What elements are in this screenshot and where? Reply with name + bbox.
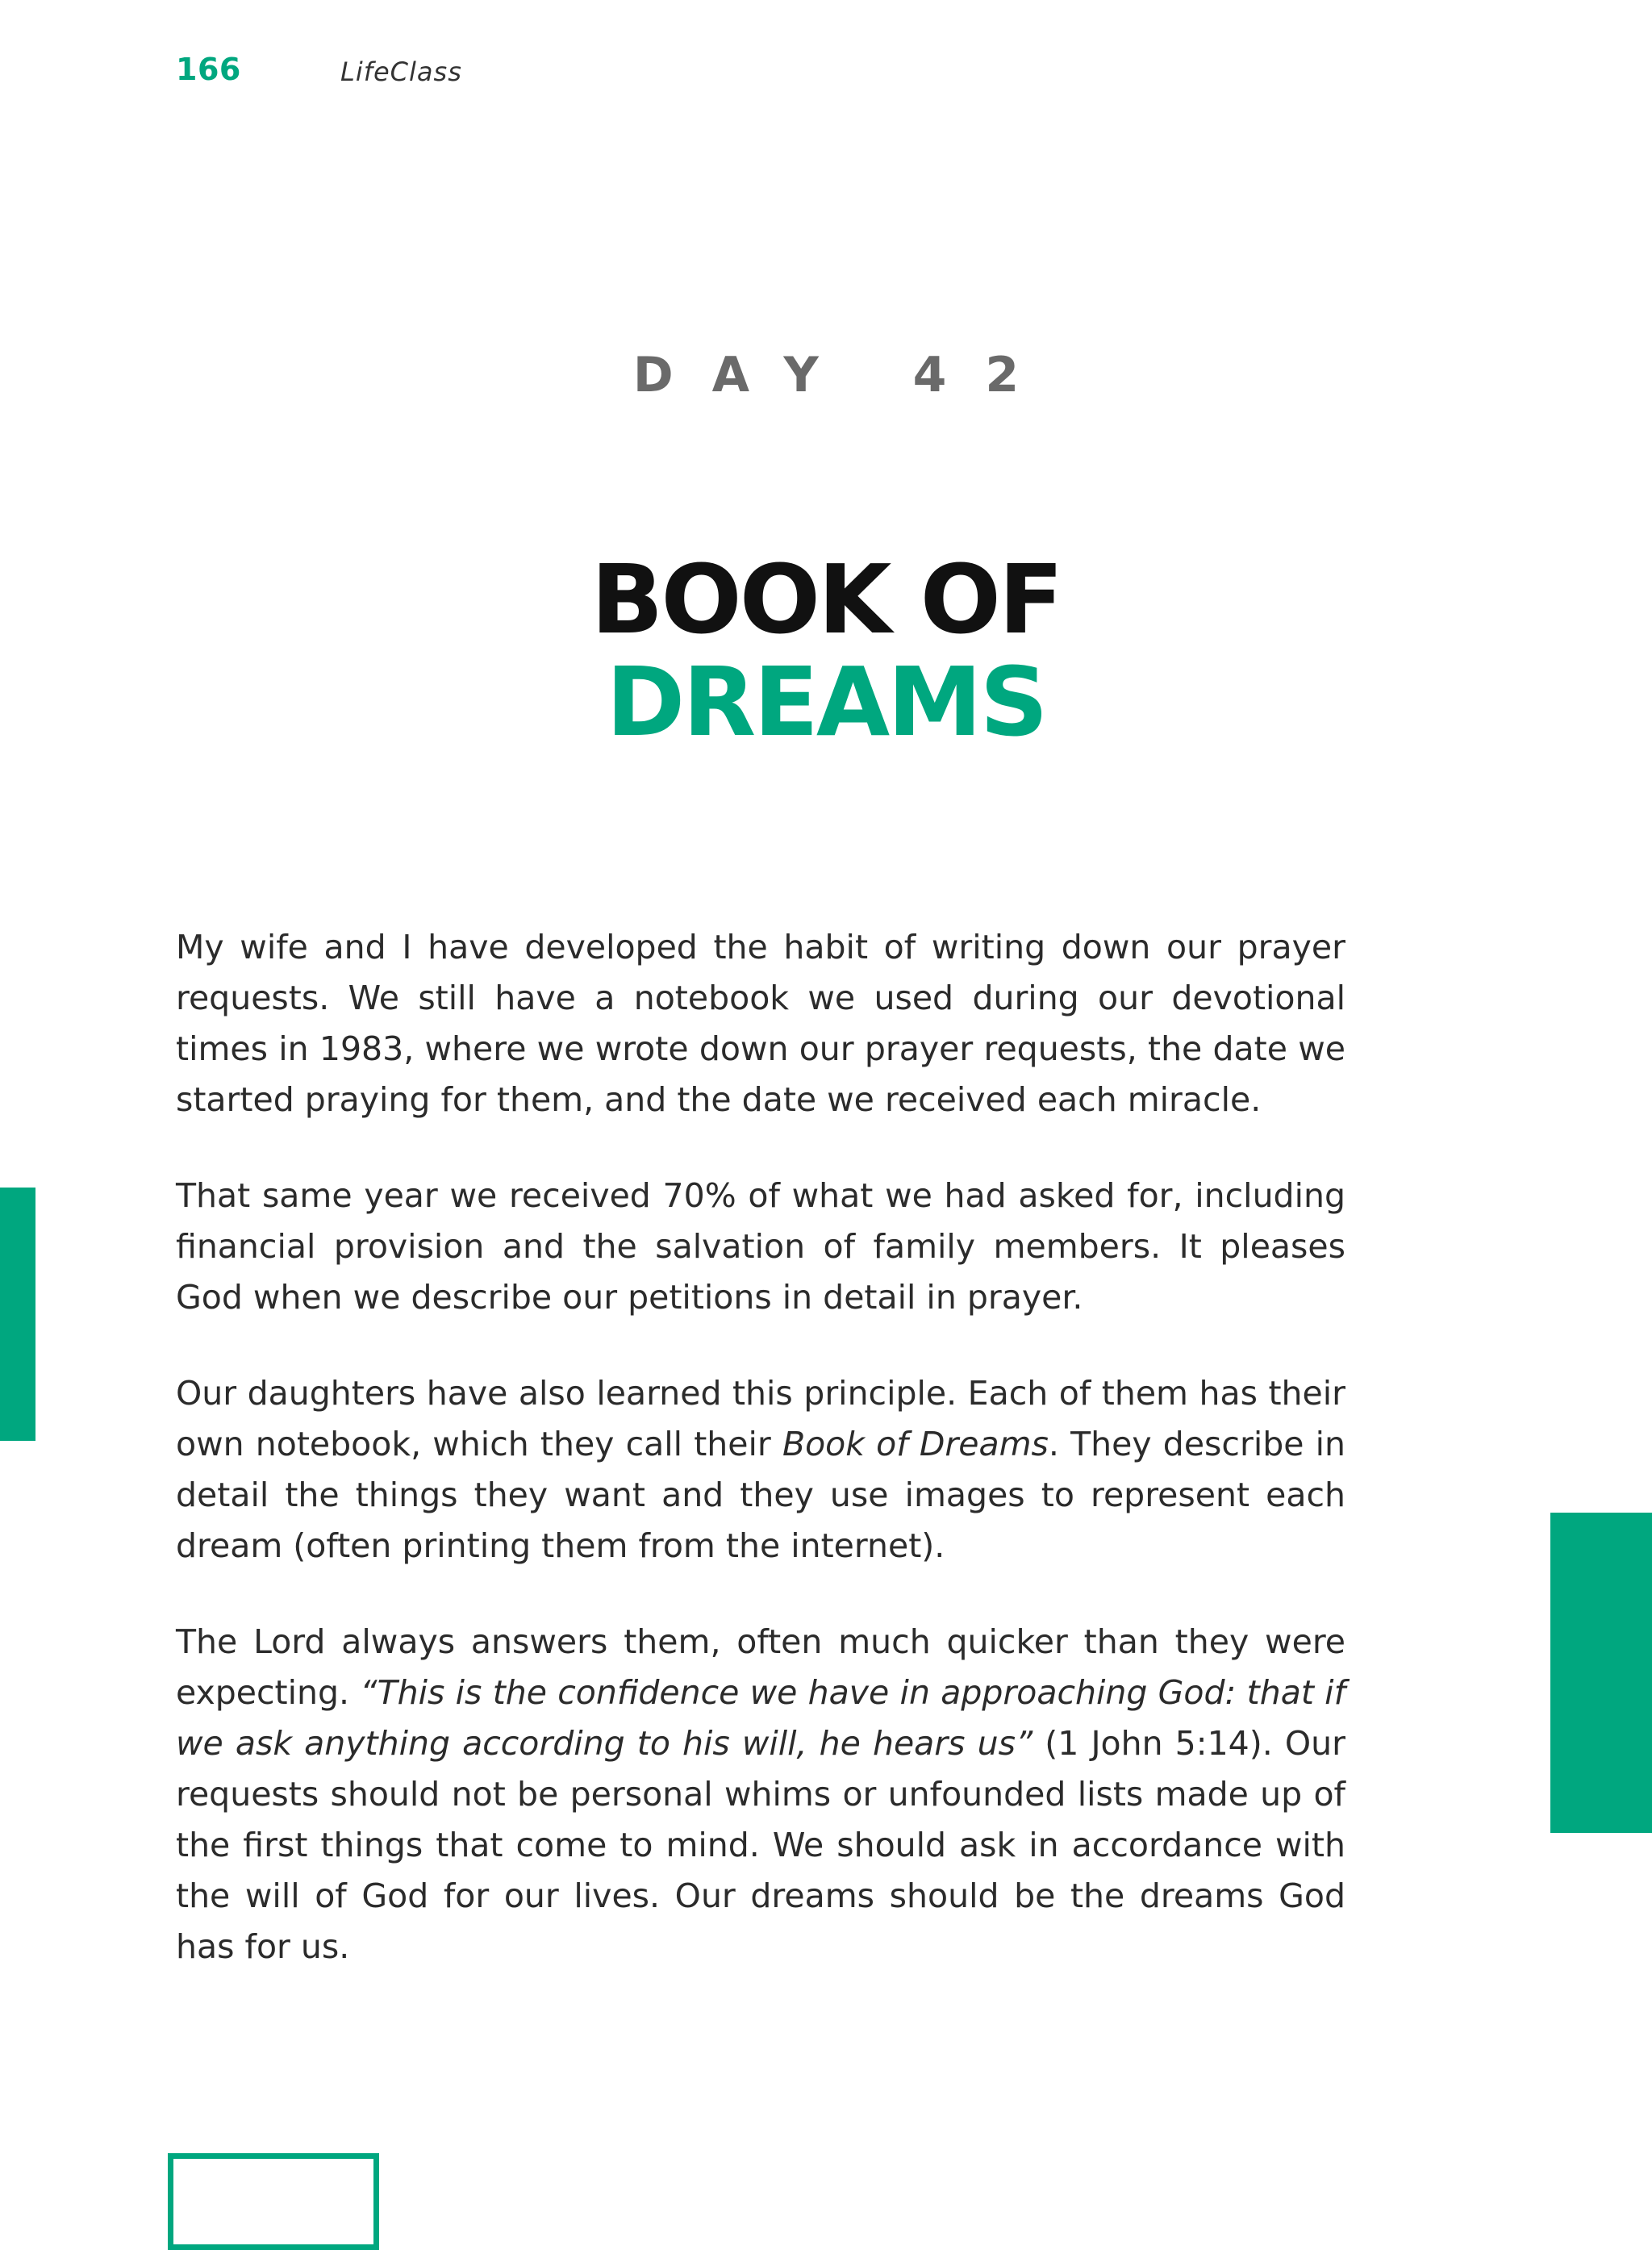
bottom-outline-box (168, 2153, 379, 2250)
body-text (176, 922, 1345, 2018)
paragraph-4-scripture-quote: “This is the confidence we have in approaching God: that if we ask anything according to his will, he hears us” (176, 1673, 1346, 1763)
left-edge-tab (0, 1188, 35, 1441)
paragraph-3-book-title: Book of Dreams (782, 1425, 1049, 1463)
paragraph-4-text-b: (1 John 5:14). Our requests should not be personal whims or unfounded lists made up of the first things that come to mind. We should ask in accordance with the will of God for our lives. Our dreams should be the dreams God has for us. (176, 1724, 1345, 1966)
paragraph-4-text-a: The Lord always answers them, often much quicker than they were expecting. (176, 1622, 1345, 1712)
paragraph-2: That same year we received 70% of what we had asked for, including financial provision and the salvation of family members. It pleases God when we describe our petitions in detail in prayer. (176, 1176, 1345, 1317)
paragraph-1: My wife and I have developed the habit of writing down our prayer requests. We still have a notebook we used during our devotional times in 1983, where we wrote down our prayer requests, the date we started praying for them, and the date we received each miracle. (176, 928, 1345, 1119)
paragraph-4 (176, 1617, 1345, 1972)
chapter-title-line-2: DREAMS (606, 646, 1046, 758)
paragraph-3 (176, 1368, 1345, 1572)
right-edge-tab (1550, 1513, 1652, 1833)
chapter-title-line-1: BOOK OF (590, 544, 1062, 655)
paragraph-3-text-b: . They describe in detail the things they want and they use images to represent each dream (often printing them from the internet). (176, 1425, 1346, 1565)
day-label: DAY 42 (632, 347, 1058, 403)
running-header-book-title: LifeClass (340, 56, 462, 87)
chapter-title (0, 544, 1652, 758)
page-number: 166 (176, 52, 241, 87)
paragraph-3-text-a: Our daughters have also learned this principle. Each of them has their own notebook, which they call their (176, 1374, 1345, 1463)
